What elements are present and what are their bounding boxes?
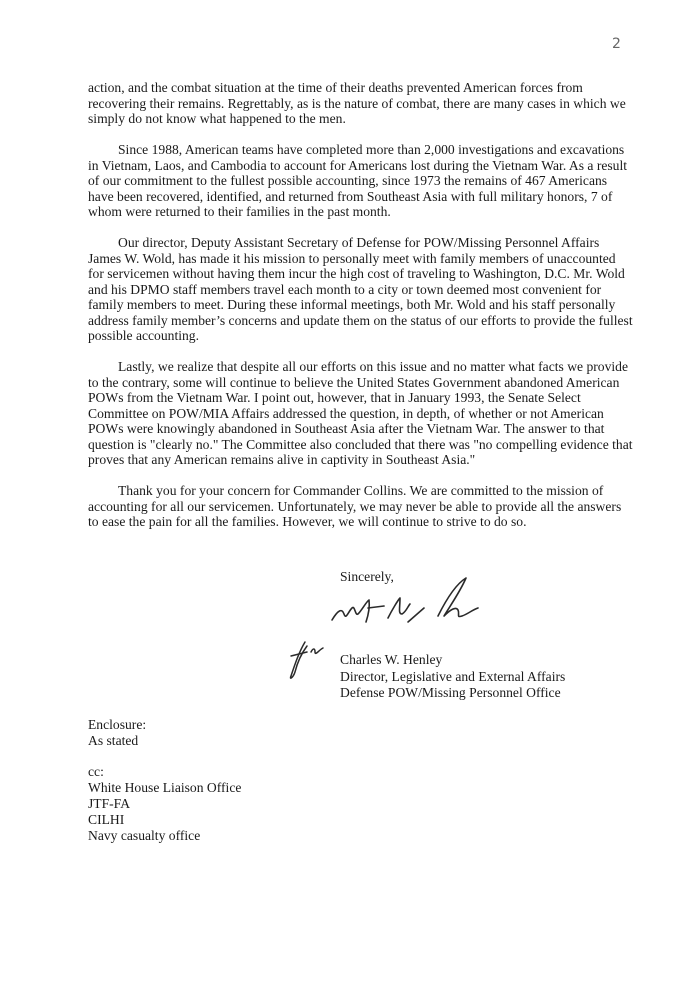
- enclosure-label: Enclosure:: [88, 717, 147, 732]
- enclosure-block: [88, 717, 146, 749]
- paragraph-director: Our director, Deputy Assistant Secretary of Defense for POW/Missing Personnel Affairs James W. Wold, has made it his mission to personally meet with family members of unaccounted for servicemen without having them incur the high cost of traveling to Washington, D.C. Mr. Wold and his DPMO staff members travel each month to a city or town deemed most convenient for family members to meet. During these informal meetings, both Mr. Wold and his staff personally address family member’s concerns and update them on the status of our efforts to provide the fullest possible accounting.: [88, 235, 633, 343]
- cc-recipient: White House Liaison Office: [88, 780, 242, 795]
- handwritten-signature: [328, 570, 498, 636]
- signer-name: Charles W. Henley: [340, 652, 443, 667]
- page-number: 2: [612, 36, 621, 52]
- signer-office: Defense POW/Missing Personnel Office: [340, 685, 561, 700]
- paragraph-thank-you: Thank you for your concern for Commander Collins. We are committed to the mission of accounting for all our servicemen. Unfortunately, we may never be able to provide all the answers to ease the pain for all the families. However, we will continue to strive to do so.: [88, 483, 622, 529]
- cc-block: [88, 764, 241, 844]
- enclosure-value: As stated: [88, 733, 139, 748]
- cc-label: cc:: [88, 764, 104, 779]
- for-mark: [285, 638, 329, 682]
- paragraph-senate-committee: Lastly, we realize that despite all our efforts on this issue and no matter what facts we provide to the contrary, some will continue to believe the United States Government abandoned American POWs from the Vietnam War. I point out, however, that in January 1993, the Senate Select Committee on POW/MIA Affairs addressed the question, in depth, of whether or not American POWs were knowingly abandoned in Southeast Asia after the Vietnam War. The answer to that question is "clearly no." The Committee also concluded that there was "no compelling evidence that proves that any American remains alive in captivity in Southeast Asia.": [88, 359, 633, 467]
- cc-recipient: Navy casualty office: [88, 828, 201, 843]
- cc-recipient: JTF-FA: [88, 796, 131, 811]
- paragraph-continuation: action, and the combat situation at the time of their deaths prevented American forces from recovering their remains. Regrettably, as is the nature of combat, there are many cases in which we simply do not know what happened to the men.: [88, 80, 626, 126]
- closing: Sincerely,: [340, 569, 394, 584]
- paragraph-investigations: Since 1988, American teams have completed more than 2,000 investigations and excavations in Vietnam, Laos, and Cambodia to account for Americans lost during the Vietnam War. As a result of our commitment to the fullest possible accounting, since 1973 the remains of 467 Americans have been recovered, identified, and returned from Southeast Asia with full military honors, 7 of whom were returned to their families in the past month.: [88, 142, 628, 219]
- letter-body: [88, 80, 633, 545]
- signer-title: Director, Legislative and External Affairs: [340, 668, 566, 684]
- signature-block: [340, 652, 565, 702]
- cc-recipient: CILHI: [88, 812, 125, 827]
